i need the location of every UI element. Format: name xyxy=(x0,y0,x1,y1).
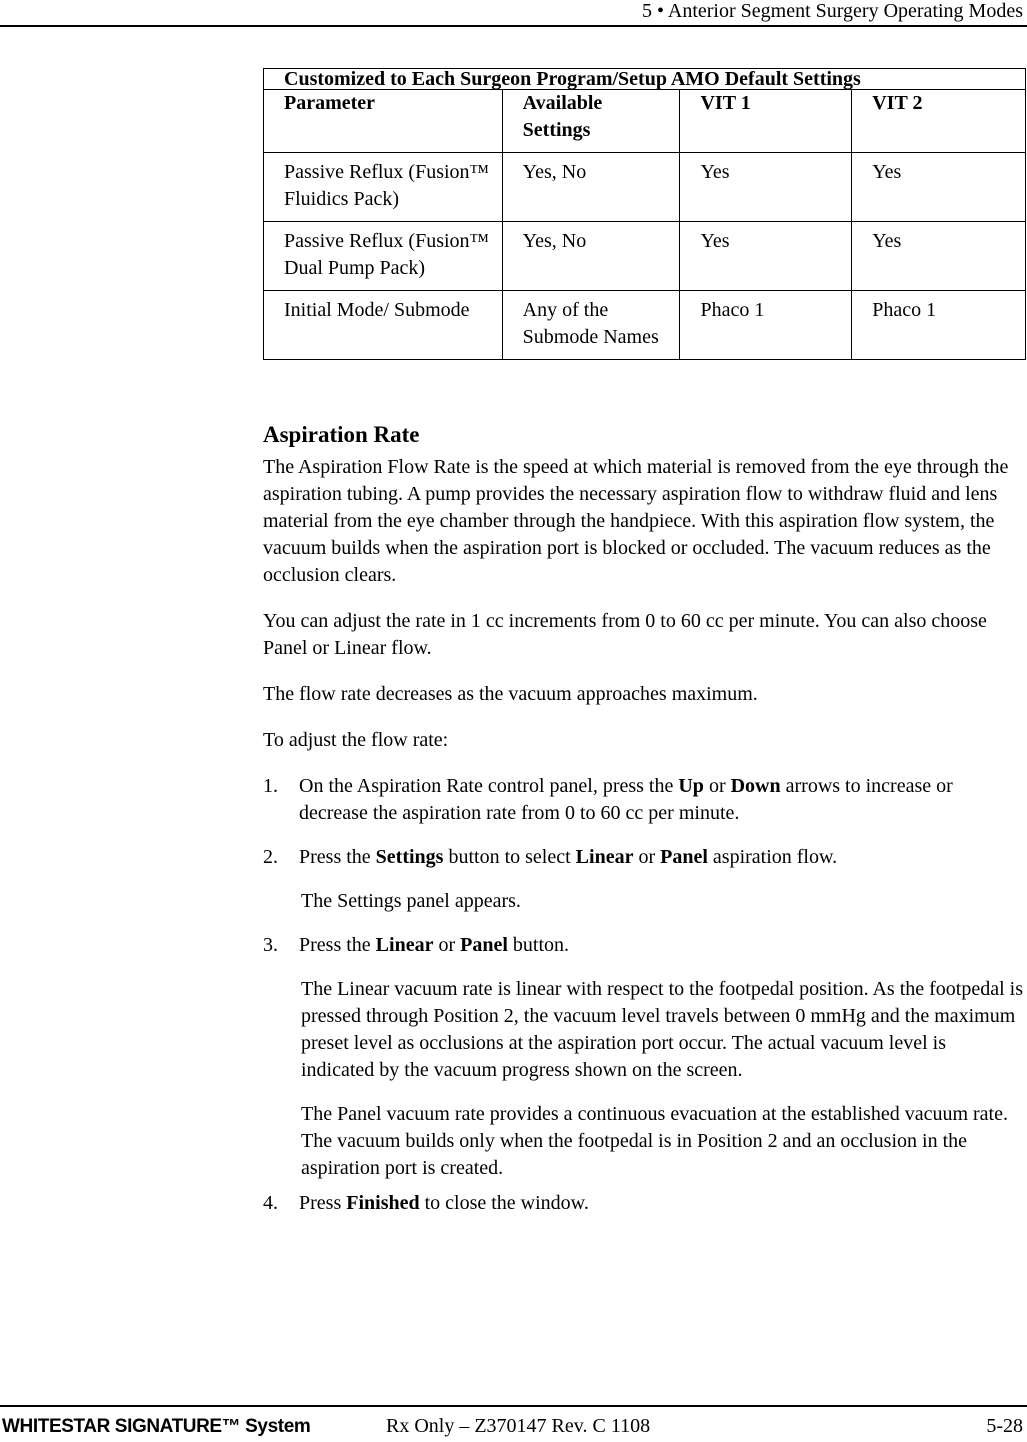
bold-term: Panel xyxy=(460,934,508,956)
column-header-vit2: VIT 2 xyxy=(852,90,1026,153)
column-header-parameter: Parameter xyxy=(264,90,503,153)
table-cell: Yes, No xyxy=(502,153,680,222)
text-run: or xyxy=(433,934,461,956)
bold-term: Linear xyxy=(375,934,434,956)
text-run: Press xyxy=(299,1192,347,1214)
default-settings-table xyxy=(263,68,1026,360)
step-number: 3. xyxy=(263,934,278,956)
page-number: 5-28 xyxy=(986,1415,1023,1437)
table-cell: Phaco 1 xyxy=(852,291,1026,360)
table-cell: Passive Reflux (Fusion™ Dual Pump Pack) xyxy=(264,222,503,291)
running-header: 5 • Anterior Segment Surgery Operating Modes xyxy=(641,0,1023,22)
table-cell: Yes xyxy=(852,153,1026,222)
paragraph: To adjust the flow rate: xyxy=(263,729,449,751)
table-row xyxy=(264,153,1026,222)
table-cell: Yes xyxy=(680,153,852,222)
footer-rule xyxy=(0,1405,1027,1407)
list-item xyxy=(263,773,1023,827)
text-run: button. xyxy=(507,934,570,956)
bold-term: Up xyxy=(678,775,704,797)
header-rule xyxy=(0,25,1027,27)
text-run: or xyxy=(633,846,661,868)
step-detail: The Linear vacuum rate is linear with respect to the footpedal position. As the footpedal is pressed through Position 2, the vacuum level travels between 0 mmHg and the maximum preset level as occlusions at the aspiration port occur. The actual vacuum level is indicated by the vacuum progress shown on the screen. xyxy=(301,978,1024,1081)
paragraph: The Aspiration Flow Rate is the speed at which material is removed from the eye through the aspiration tubing. A pump provides the necessary aspiration flow to withdraw fluid and lens material from the eye chamber through the handpiece. With this aspiration flow system, the vacuum builds when the aspiration port is blocked or occluded. The vacuum reduces as the occlusion clears. xyxy=(263,456,1009,586)
table-cell: Yes xyxy=(852,222,1026,291)
column-header-vit1: VIT 1 xyxy=(680,90,852,153)
aspiration-rate-section xyxy=(263,420,1023,1234)
step-detail: The Panel vacuum rate provides a continuous evacuation at the established vacuum rate. The vacuum builds only when the footpedal is in Position 2 and an occlusion in the aspiration port is created. xyxy=(301,1103,1008,1179)
step-number: 4. xyxy=(263,1192,278,1214)
footer-product-name: WHITESTAR SIGNATURE™ System xyxy=(2,1416,311,1437)
list-item xyxy=(263,1190,1023,1217)
bold-term: Finished xyxy=(346,1192,420,1214)
bold-term: Panel xyxy=(660,846,708,868)
paragraph: The flow rate decreases as the vacuum approaches maximum. xyxy=(263,683,758,705)
table-header-row xyxy=(264,90,1026,153)
text-run: Press the xyxy=(299,846,376,868)
text-run: button to select xyxy=(443,846,576,868)
table-cell: Any of the Submode Names xyxy=(502,291,680,360)
text-run: arrows to increase or decrease the aspiration rate from 0 to 60 cc per minute. xyxy=(299,775,953,824)
table-row xyxy=(264,291,1026,360)
text-run: On the Aspiration Rate control panel, press the xyxy=(299,775,679,797)
step-number: 2. xyxy=(263,846,278,868)
table-row xyxy=(264,222,1026,291)
footer-doc-reference: Rx Only – Z370147 Rev. C 1108 xyxy=(386,1415,651,1437)
table-caption: Customized to Each Surgeon Program/Setup AMO Default Settings xyxy=(264,69,1026,90)
step-number: 1. xyxy=(263,775,278,797)
list-item xyxy=(263,932,1023,959)
table-cell: Yes, No xyxy=(502,222,680,291)
step-text xyxy=(299,844,1023,871)
text-run: or xyxy=(703,775,731,797)
table-cell: Initial Mode/ Submode xyxy=(264,291,503,360)
step-text xyxy=(299,932,1023,959)
bold-term: Down xyxy=(730,775,781,797)
bold-term: Linear xyxy=(575,846,634,868)
column-header-available-settings: Available Settings xyxy=(502,90,680,153)
table-cell: Yes xyxy=(680,222,852,291)
bold-term: Settings xyxy=(375,846,444,868)
paragraph: You can adjust the rate in 1 cc increments from 0 to 60 cc per minute. You can also choose Panel or Linear flow. xyxy=(263,610,987,659)
text-run: Press the xyxy=(299,934,376,956)
table-cell: Passive Reflux (Fusion™ Fluidics Pack) xyxy=(264,153,503,222)
step-text xyxy=(299,773,1023,827)
list-item xyxy=(263,844,1023,871)
table-cell: Phaco 1 xyxy=(680,291,852,360)
step-text xyxy=(299,1190,1023,1217)
text-run: to close the window. xyxy=(419,1192,589,1214)
section-title: Aspiration Rate xyxy=(263,422,420,447)
step-result: The Settings panel appears. xyxy=(301,890,521,912)
text-run: aspiration flow. xyxy=(707,846,838,868)
